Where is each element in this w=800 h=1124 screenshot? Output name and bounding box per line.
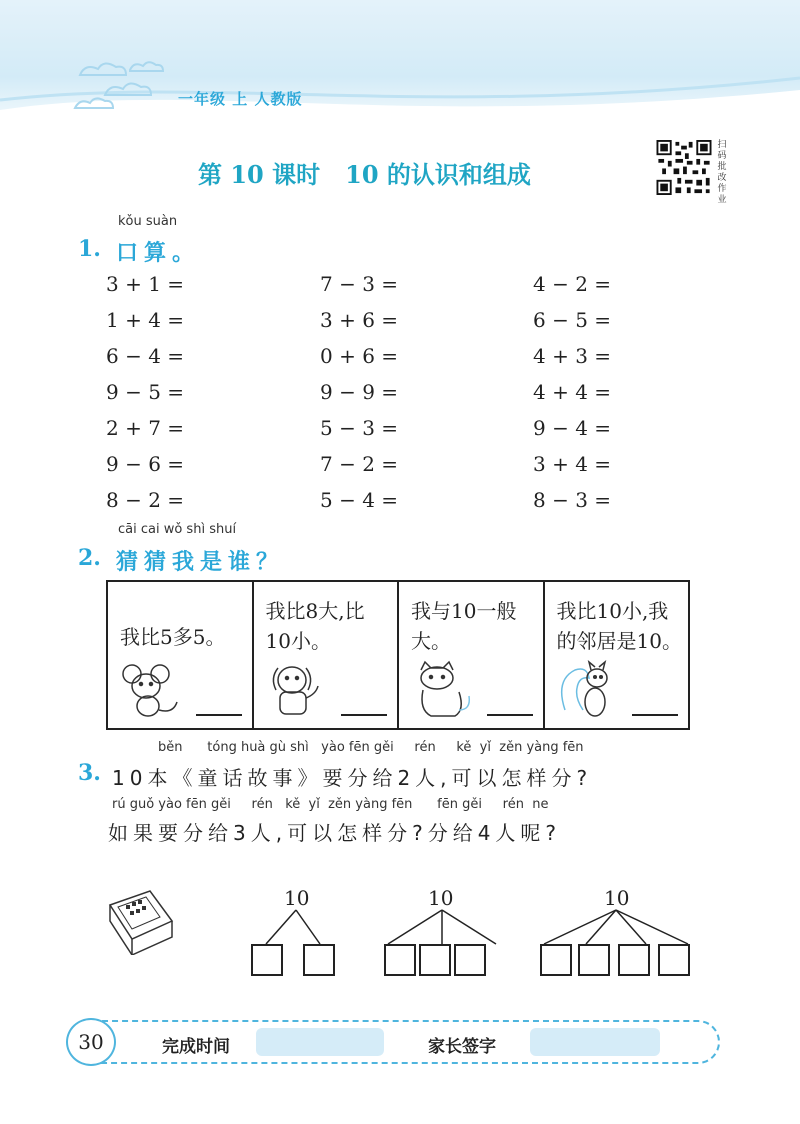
answer-blank[interactable] [196,714,242,716]
q3-text-line1: 10本《童话故事》要分给2人,可以怎样分? [112,766,593,790]
dog-icon [264,660,328,720]
cat-icon [409,660,473,720]
arith-item: 2 + 7 = [106,416,185,440]
q3-pinyin-line2: rú guǒ yào fēn gěi rén kě yǐ zěn yàng fēn fēn gěi rén ne [112,797,549,812]
parent-signature-label: 家长签字 [428,1037,496,1057]
arith-item: 4 + 3 = [533,344,612,368]
arith-item: 3 + 4 = [533,452,612,476]
split-lines [384,906,504,946]
clue-line: 我比5多5。 [120,625,226,649]
clue-text [557,596,683,656]
diagram-total: 10 [604,886,630,910]
arith-item: 5 − 3 = [320,416,399,440]
answer-blank[interactable] [632,714,678,716]
q3-pinyin-line1: běn tóng huà gù shì yào fēn gěi rén kě yǐ zěn yàng fēn [158,740,584,755]
arith-item: 8 − 2 = [106,488,185,512]
answer-box[interactable] [540,944,572,976]
completion-time-field[interactable] [256,1028,384,1056]
answer-box[interactable] [384,944,416,976]
arith-item: 0 + 6 = [320,344,399,368]
q1-number: 1. [78,236,101,262]
diagram-total: 10 [428,886,454,910]
arith-item: 6 − 5 = [533,308,612,332]
arith-item: 7 − 3 = [320,272,399,296]
book-icon [104,885,176,955]
q3-number: 3. [78,760,101,786]
completion-time-label: 完成时间 [162,1037,230,1057]
q2-title: 猜猜我是谁？ [116,550,285,575]
arith-item: 4 − 2 = [533,272,612,296]
qr-code[interactable] [655,140,713,195]
clue-text [120,622,246,652]
mouse-icon [118,660,182,720]
q3-text-line2: 如果要分给3人,可以怎样分?分给4人呢? [108,821,562,845]
arith-item: 4 + 4 = [533,380,612,404]
split-lines [250,906,350,946]
arith-item: 9 − 6 = [106,452,185,476]
answer-box[interactable] [251,944,283,976]
guess-cell [545,582,689,728]
arith-item: 9 − 4 = [533,416,612,440]
clue-line: 大。 [411,629,451,653]
split-lines [538,906,694,946]
arith-item: 3 + 1 = [106,272,185,296]
q2-number: 2. [78,545,101,571]
clue-line: 我与10一般 [411,599,517,623]
lesson-title: 第 10 课时 10 的认识和组成 [198,160,531,189]
squirrel-icon [555,660,619,720]
clue-text [411,596,537,656]
page-number: 30 [66,1018,116,1066]
q1-title: 口算。 [116,241,201,266]
clue-text [266,596,392,656]
answer-box[interactable] [578,944,610,976]
guess-table [106,580,690,730]
answer-box[interactable] [419,944,451,976]
guess-cell [399,582,545,728]
cloud-decoration [70,50,170,115]
clue-line: 我比10小,我 [556,599,669,623]
parent-signature-field[interactable] [530,1028,660,1056]
guess-cell [254,582,400,728]
grade-label: 一年级 上 人教版 [178,90,303,108]
arith-item: 8 − 3 = [533,488,612,512]
arith-item: 9 − 5 = [106,380,185,404]
qr-caption: 扫码批改作业 [717,140,727,205]
arith-item: 3 + 6 = [320,308,399,332]
guess-cell [108,582,254,728]
q1-pinyin: kǒu suàn [118,214,178,229]
answer-box[interactable] [454,944,486,976]
arith-item: 9 − 9 = [320,380,399,404]
answer-blank[interactable] [487,714,533,716]
answer-blank[interactable] [341,714,387,716]
arith-item: 7 − 2 = [320,452,399,476]
clue-line: 的邻居是10。 [556,629,682,653]
answer-box[interactable] [618,944,650,976]
arith-item: 1 + 4 = [106,308,185,332]
diagram-total: 10 [284,886,310,910]
q2-pinyin: cāi cai wǒ shì shuí [118,522,237,537]
arith-item: 5 − 4 = [320,488,399,512]
answer-box[interactable] [658,944,690,976]
answer-box[interactable] [303,944,335,976]
arith-item: 6 − 4 = [106,344,185,368]
clue-line: 我比8大,比 [265,599,365,623]
clue-line: 10小。 [265,629,331,653]
